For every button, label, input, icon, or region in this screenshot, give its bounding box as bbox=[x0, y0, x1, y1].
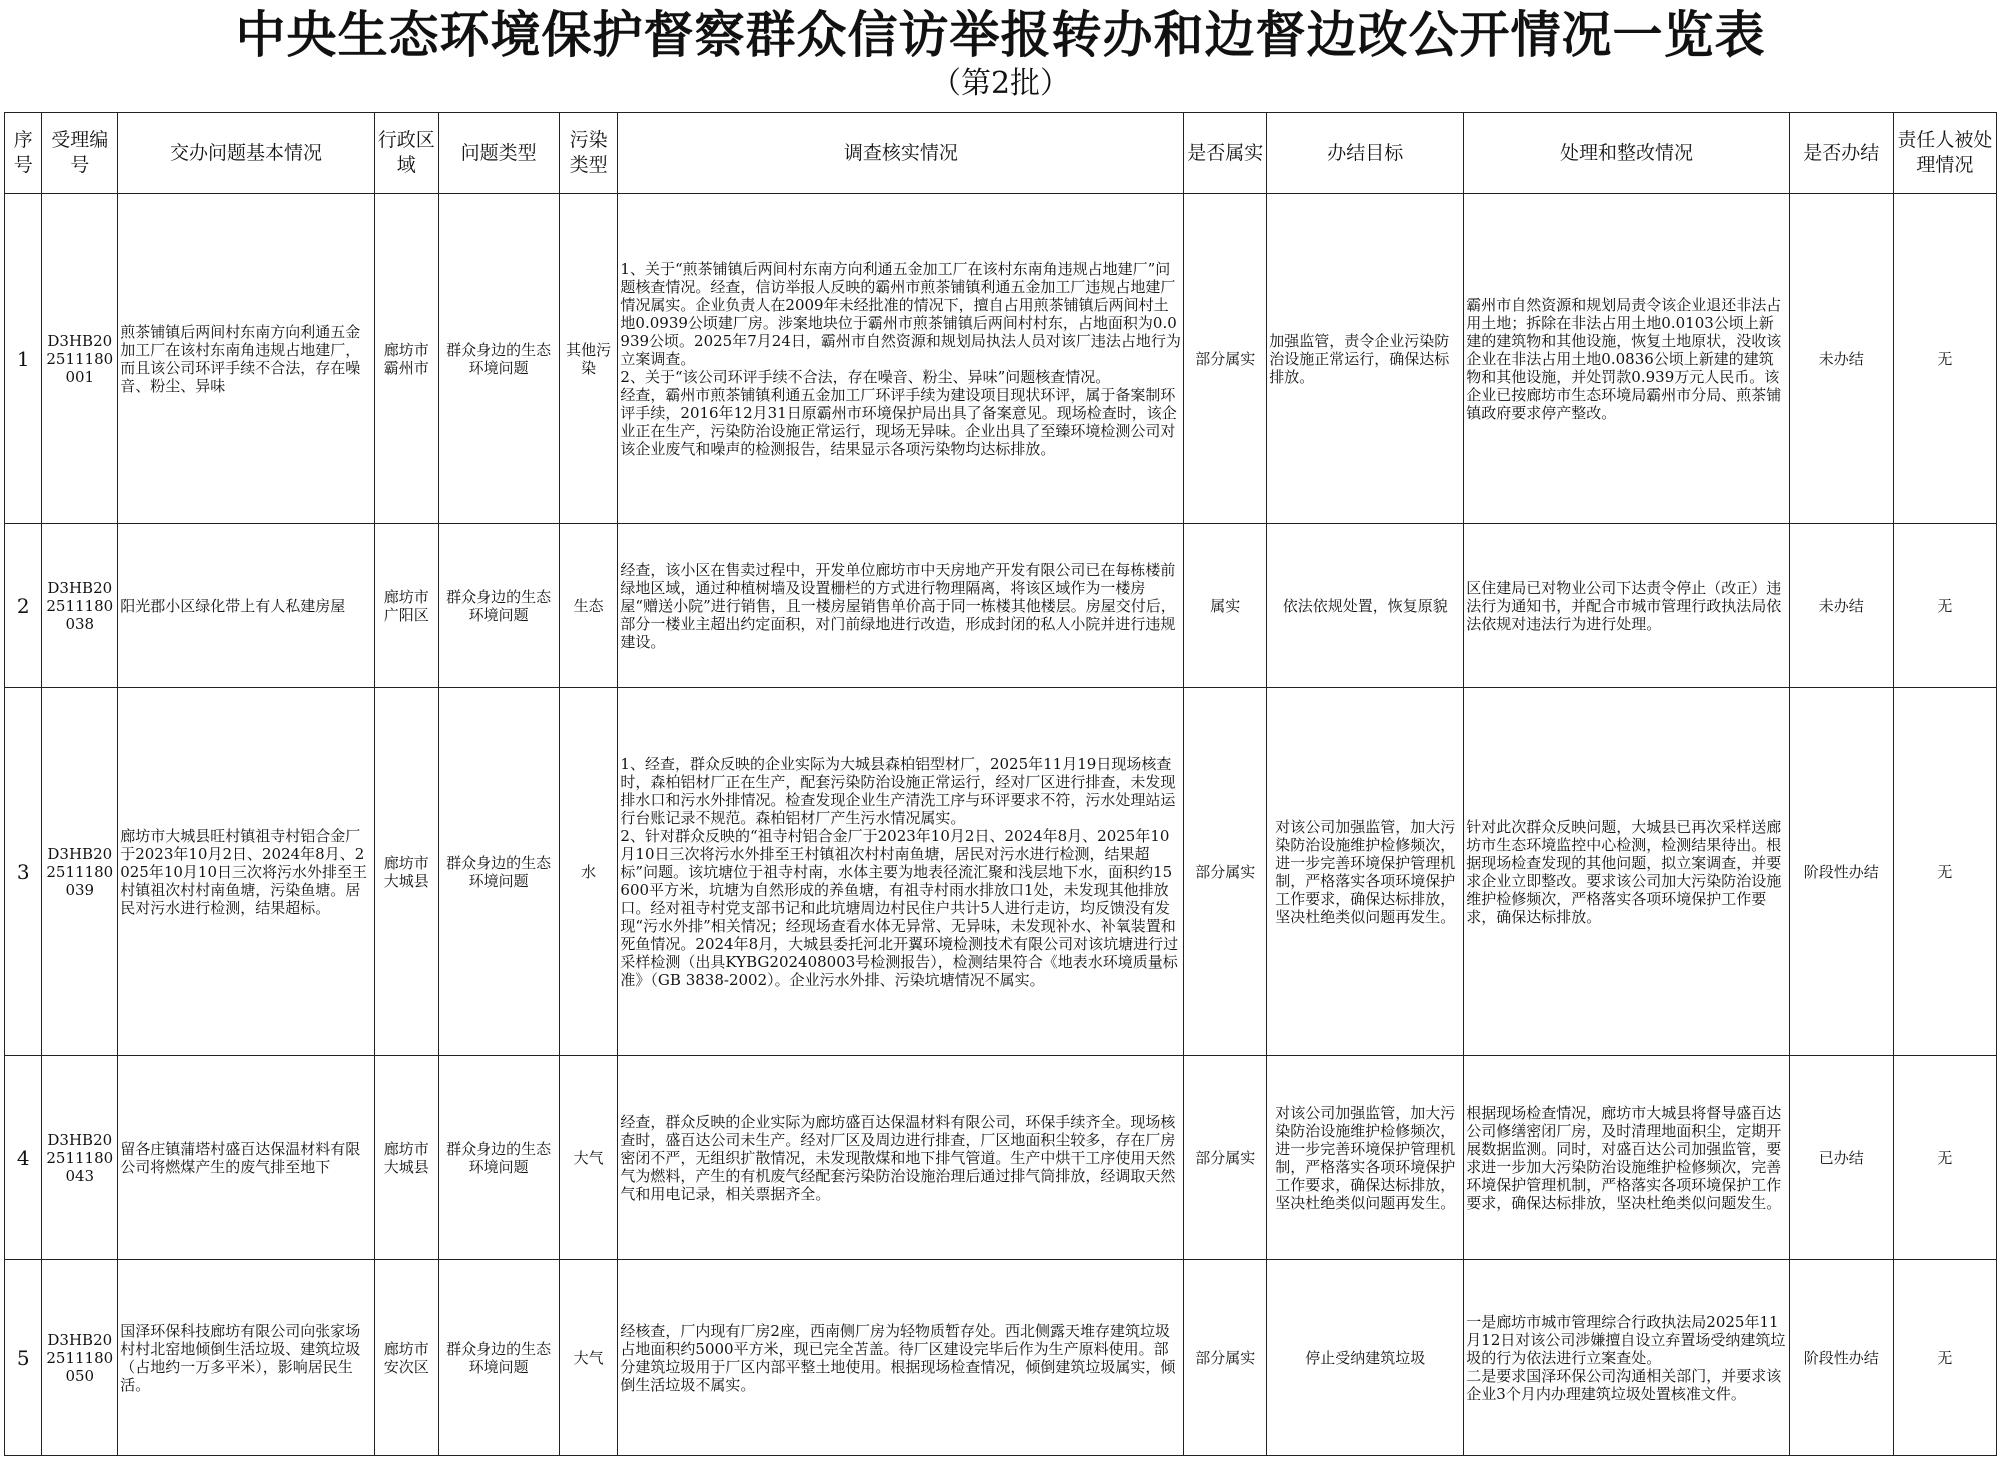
row-investigation: 经查，该小区在售卖过程中，开发单位廊坊市中天房地产开发有限公司已在每栋楼前绿地区域，通过种植树墙及设置栅栏的方式进行物理隔离，将该区域作为一楼房屋“赠送小院”进行销售，且一楼房屋销售单价高于同一栋楼其他楼层。房屋交付后，部分一楼业主超出约定面积，对门前绿地进行改造，形成封闭的私人小院并进行违规建设。 bbox=[618, 524, 1184, 688]
table-header-row bbox=[5, 113, 1997, 194]
row-goal: 停止受纳建筑垃圾 bbox=[1267, 1260, 1464, 1456]
row-region: 廊坊市大城县 bbox=[374, 688, 438, 1056]
row-verified: 部分属实 bbox=[1184, 688, 1267, 1056]
row-handling: 针对此次群众反映问题，大城县已再次采样送廊坊市生态环境监控中心检测，检测结果待出。根据现场检查发现的其他问题，拟立案调查，并要求企业立即整改。要求该公司加大污染防治设施维护检修频次，严格落实各项环境保护工作要求，确保达标排放。 bbox=[1464, 688, 1789, 1056]
row-type: 群众身边的生态环境问题 bbox=[438, 688, 559, 1056]
header-verified: 是否属实 bbox=[1184, 113, 1267, 194]
header-goal: 办结目标 bbox=[1267, 113, 1464, 194]
row-completed: 未办结 bbox=[1789, 524, 1893, 688]
row-completed: 阶段性办结 bbox=[1789, 1260, 1893, 1456]
table-row bbox=[5, 1260, 1997, 1456]
row-region: 廊坊市广阳区 bbox=[374, 524, 438, 688]
row-completed: 已办结 bbox=[1789, 1056, 1893, 1260]
row-problem: 国泽环保科技廊坊有限公司向张家场村村北窑地倾倒生活垃圾、建筑垃圾（占地约一万多平米），影响居民生活。 bbox=[118, 1260, 375, 1456]
row-verified: 部分属实 bbox=[1184, 1260, 1267, 1456]
header-problem: 交办问题基本情况 bbox=[118, 113, 375, 194]
row-index: 1 bbox=[5, 194, 42, 524]
row-code: D3HB202511180050 bbox=[42, 1260, 118, 1456]
header-region: 行政区域 bbox=[374, 113, 438, 194]
header-completed: 是否办结 bbox=[1789, 113, 1893, 194]
row-type: 群众身边的生态环境问题 bbox=[438, 1260, 559, 1456]
report-table bbox=[4, 112, 1997, 1456]
row-handling: 区住建局已对物业公司下达责令停止（改正）违法行为通知书，并配合市城市管理行政执法局依法依规对违法行为进行处理。 bbox=[1464, 524, 1789, 688]
header-handling: 处理和整改情况 bbox=[1464, 113, 1789, 194]
header-pollution: 污染类型 bbox=[559, 113, 618, 194]
row-index: 2 bbox=[5, 524, 42, 688]
row-pollution: 大气 bbox=[559, 1056, 618, 1260]
row-type: 群众身边的生态环境问题 bbox=[438, 524, 559, 688]
row-investigation: 1、关于“煎茶铺镇后两间村东南方向利通五金加工厂在该村东南角违规占地建厂”问题核查情况。经查，信访举报人反映的霸州市煎茶铺镇利通五金加工厂违规占地建厂情况属实。企业负责人在2009年未经批准的情况下，擅自占用煎茶铺镇后两间村土地0.0939公顷建厂房。涉案地块位于霸州市煎茶铺镇后两间村村东，占地面积为0.0939公顷。2025年7月24日，霸州市自然资源和规划局执法人员对该厂违法占地行为立案调查。 2、关于“该公司环评手续不合法，存在噪音、粉尘、异味”问题核查情况。 经查，霸州市煎茶铺镇利通五金加工厂环评手续为建设项目现状环评，属于备案制环评手续，2016年12月31日原霸州市环境保护局出具了备案意见。现场检查时，该企业正在生产，污染防治设施正常运行，现场无异味。企业出具了至臻环境检测公司对该企业废气和噪声的检测报告，结果显示各项污染物均达标排放。 bbox=[618, 194, 1184, 524]
table-row bbox=[5, 688, 1997, 1056]
header-investigation: 调查核实情况 bbox=[618, 113, 1184, 194]
row-goal: 依法依规处置，恢复原貌 bbox=[1267, 524, 1464, 688]
row-responsible: 无 bbox=[1893, 1260, 1996, 1456]
header-type: 问题类型 bbox=[438, 113, 559, 194]
row-responsible: 无 bbox=[1893, 688, 1996, 1056]
header-code: 受理编号 bbox=[42, 113, 118, 194]
row-completed: 阶段性办结 bbox=[1789, 688, 1893, 1056]
row-region: 廊坊市大城县 bbox=[374, 1056, 438, 1260]
row-code: D3HB202511180039 bbox=[42, 688, 118, 1056]
row-code: D3HB202511180043 bbox=[42, 1056, 118, 1260]
row-verified: 部分属实 bbox=[1184, 1056, 1267, 1260]
row-code: D3HB202511180001 bbox=[42, 194, 118, 524]
row-handling: 霸州市自然资源和规划局责令该企业退还非法占用土地；拆除在非法占用土地0.0103公顷上新建的建筑物和其他设施，恢复土地原状，没收该企业在非法占用土地0.0836公顷上新建的建筑物和其他设施，并处罚款0.939万元人民币。该企业已按廊坊市生态环境局霸州市分局、煎茶铺镇政府要求停产整改。 bbox=[1464, 194, 1789, 524]
row-problem: 煎茶铺镇后两间村东南方向利通五金加工厂在该村东南角违规占地建厂，而且该公司环评手续不合法，存在噪音、粉尘、异味 bbox=[118, 194, 375, 524]
row-problem: 廊坊市大城县旺村镇祖寺村铝合金厂于2023年10月2日、2024年8月、2025年10月10日三次将污水外排至王村镇祖次村村南鱼塘，污染鱼塘。居民对污水进行检测，结果超标。 bbox=[118, 688, 375, 1056]
row-type: 群众身边的生态环境问题 bbox=[438, 1056, 559, 1260]
row-problem: 阳光郡小区绿化带上有人私建房屋 bbox=[118, 524, 375, 688]
row-pollution: 生态 bbox=[559, 524, 618, 688]
row-investigation: 经核查，厂内现有厂房2座，西南侧厂房为轻物质暂存处。西北侧露天堆存建筑垃圾占地面积约5000平方米，现已完全苫盖。待厂区建设完毕后作为生产原料使用。部分建筑垃圾用于厂区内部平整土地使用。根据现场检查情况，倾倒建筑垃圾属实，倾倒生活垃圾不属实。 bbox=[618, 1260, 1184, 1456]
row-index: 4 bbox=[5, 1056, 42, 1260]
row-pollution: 大气 bbox=[559, 1260, 618, 1456]
row-completed: 未办结 bbox=[1789, 194, 1893, 524]
row-responsible: 无 bbox=[1893, 524, 1996, 688]
row-index: 5 bbox=[5, 1260, 42, 1456]
table-row bbox=[5, 1056, 1997, 1260]
row-region: 廊坊市安次区 bbox=[374, 1260, 438, 1456]
row-responsible: 无 bbox=[1893, 194, 1996, 524]
row-investigation: 经查，群众反映的企业实际为廊坊盛百达保温材料有限公司，环保手续齐全。现场核查时，盛百达公司未生产。经对厂区及周边进行排查，厂区地面积尘较多，存在厂房密闭不严，无组织扩散情况，未发现散煤和地下排气管道。生产中烘干工序使用天然气为燃料，产生的有机废气经配套污染防治设施治理后通过排气筒排放，经调取天然气和用电记录，相关票据齐全。 bbox=[618, 1056, 1184, 1260]
row-responsible: 无 bbox=[1893, 1056, 1996, 1260]
row-region: 廊坊市霸州市 bbox=[374, 194, 438, 524]
row-goal: 对该公司加强监管，加大污染防治设施维护检修频次，进一步完善环境保护管理机制，严格落实各项环境保护工作要求，确保达标排放，坚决杜绝类似问题再发生。 bbox=[1267, 1056, 1464, 1260]
row-handling: 一是廊坊市城市管理综合行政执法局2025年11月12日对该公司涉嫌擅自设立弃置场受纳建筑垃圾的行为依法进行立案查处。 二是要求国泽环保公司沟通相关部门，并要求该企业3个月内办理建筑垃圾处置核准文件。 bbox=[1464, 1260, 1789, 1456]
header-responsible: 责任人被处理情况 bbox=[1893, 113, 1996, 194]
row-problem: 留各庄镇蒲塔村盛百达保温材料有限公司将燃煤产生的废气排至地下 bbox=[118, 1056, 375, 1260]
page-subtitle: （第2批） bbox=[930, 66, 1071, 101]
row-goal: 加强监管，责令企业污染防治设施正常运行，确保达标排放。 bbox=[1267, 194, 1464, 524]
row-goal: 对该公司加强监管，加大污染防治设施维护检修频次，进一步完善环境保护管理机制，严格落实各项环境保护工作要求，确保达标排放，坚决杜绝类似问题再发生。 bbox=[1267, 688, 1464, 1056]
row-code: D3HB202511180038 bbox=[42, 524, 118, 688]
row-verified: 属实 bbox=[1184, 524, 1267, 688]
row-pollution: 水 bbox=[559, 688, 618, 1056]
row-pollution: 其他污染 bbox=[559, 194, 618, 524]
row-verified: 部分属实 bbox=[1184, 194, 1267, 524]
row-type: 群众身边的生态环境问题 bbox=[438, 194, 559, 524]
table-row bbox=[5, 194, 1997, 524]
header-index: 序号 bbox=[5, 113, 42, 194]
row-index: 3 bbox=[5, 688, 42, 1056]
table-row bbox=[5, 524, 1997, 688]
row-investigation: 1、经查，群众反映的企业实际为大城县森柏铝型材厂，2025年11月19日现场核查时，森柏铝材厂正在生产，配套污染防治设施正常运行，经对厂区进行排查，未发现排水口和污水外排情况。检查发现企业生产清洗工序与环评要求不符，污水处理站运行台账记录不规范。森柏铝材厂产生污水情况属实。 2、针对群众反映的“祖寺村铝合金厂于2023年10月2日、2024年8月、2025年10月10日三次将污水外排至王村镇祖次村村南鱼塘，居民对污水进行检测，结果超标”问题。该坑塘位于祖寺村南，水体主要为地表径流汇聚和浅层地下水，面积约15600平方米，坑塘为自然形成的养鱼塘，有祖寺村雨水排放口1处，未发现其他排放口。经对祖寺村党支部书记和此坑塘周边村民住户共计5人进行走访，均反馈没有发现“污水外排”相关情况；经现场查看水体无异常、无异味，未发现补水、补氧装置和死鱼情况。2024年8月，大城县委托河北开翼环境检测技术有限公司对该坑塘进行过采样检测（出具KYBG202408003号检测报告），检测结果符合《地表水环境质量标准》（GB 3838-2002）。企业污水外排、污染坑塘情况不属实。 bbox=[618, 688, 1184, 1056]
row-handling: 根据现场检查情况，廊坊市大城县将督导盛百达公司修缮密闭厂房，及时清理地面积尘，定期开展数据监测。同时，对盛百达公司加强监管，要求进一步加大污染防治设施维护检修频次，完善环境保护管理机制，严格落实各项环境保护工作要求，确保达标排放，坚决杜绝类似问题发生。 bbox=[1464, 1056, 1789, 1260]
page-title: 中央生态环境保护督察群众信访举报转办和边督边改公开情况一览表 bbox=[235, 6, 1766, 64]
